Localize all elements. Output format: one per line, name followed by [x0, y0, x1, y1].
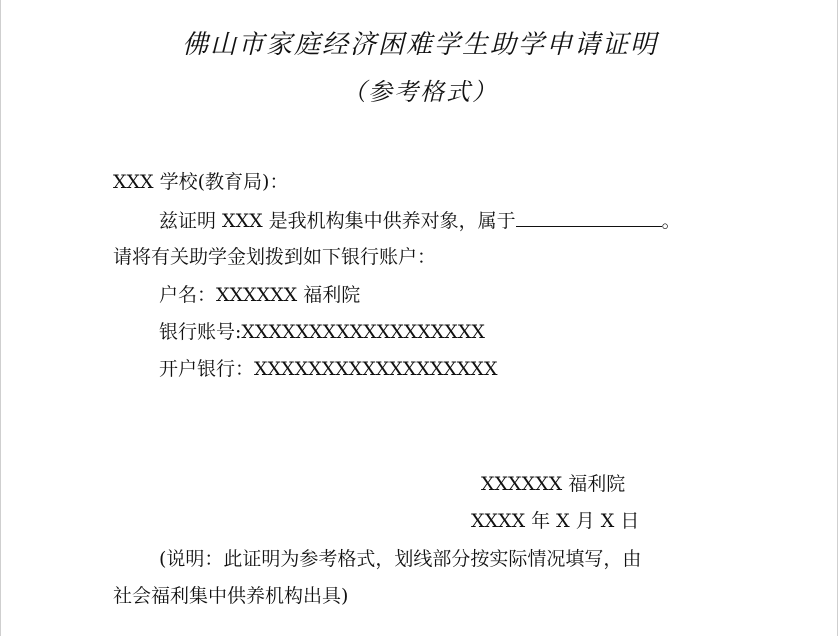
bank-line: 开户银行：XXXXXXXXXXXXXXXXXX — [159, 358, 498, 380]
account-name-line: 户名：XXXXXX 福利院 — [159, 284, 361, 306]
note-line-1: (说明：此证明为参考格式，划线部分按实际情况填写，由 — [159, 548, 642, 570]
transfer-request-line: 请将有关助学金划拨到如下银行账户： — [113, 246, 437, 268]
signature-org: XXXXXX 福利院 — [481, 473, 626, 495]
certification-text: 兹证明 XXX 是我机构集中供养对象，属于 — [159, 210, 516, 232]
account-number-line: 银行账号:XXXXXXXXXXXXXXXXXX — [159, 321, 485, 343]
fill-in-blank — [516, 210, 662, 227]
document-title: 佛山市家庭经济困难学生助学申请证明 — [181, 30, 658, 60]
document-subtitle: （参考格式） — [342, 78, 498, 106]
recipient-line: XXX 学校(教育局)： — [113, 171, 289, 193]
signature-date: XXXX 年 X 月 X 日 — [471, 510, 640, 532]
certification-line — [159, 210, 681, 231]
note-line-2: 社会福利集中供养机构出具) — [113, 585, 349, 607]
certification-end: 。 — [661, 210, 681, 232]
